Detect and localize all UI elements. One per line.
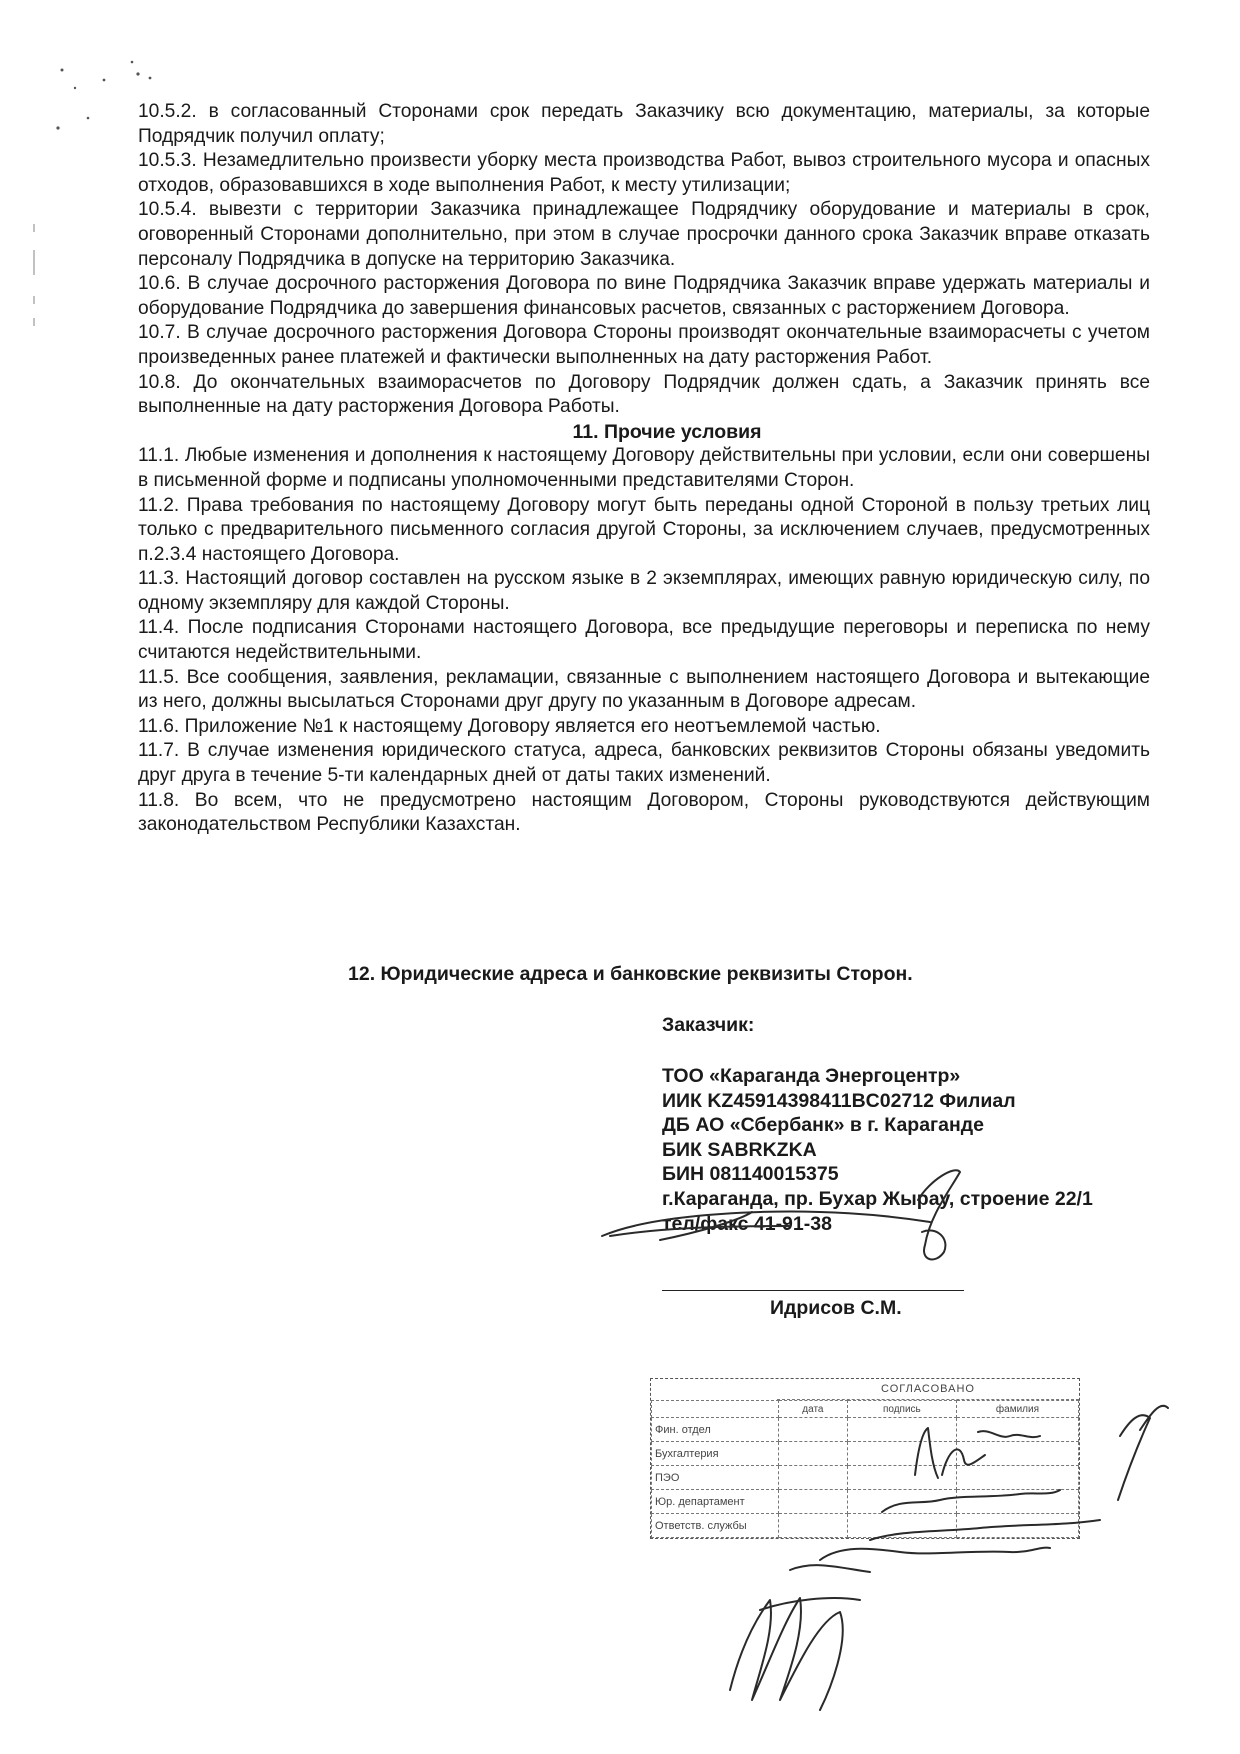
contract-body — [138, 100, 1150, 838]
approval-row — [652, 1514, 1079, 1538]
customer-bik: БИК SABRKZKA — [662, 1138, 817, 1161]
clause-11-7: 11.7. В случае изменения юридического статуса, адреса, банковских реквизитов Стороны обязаны уведомить друг друга в течение 5-ти календарных дней от даты таких изменений. — [138, 740, 1150, 787]
approval-role: Бухгалтерия — [652, 1442, 779, 1466]
clause-11-3: 11.3. Настоящий договор составлен на русском языке в 2 экземплярах, имеющих равную юридическую силу, по одному экземпляру для каждой Стороны. — [138, 568, 1150, 614]
approval-role: Юр. департамент — [652, 1490, 779, 1514]
clause-11-8: 11.8. Во всем, что не предусмотрено настоящим Договором, Стороны руководствуются действующим законодательством Республики Казахстан. — [138, 789, 1150, 836]
bottom-signature — [730, 1598, 843, 1710]
approval-col-surname: фамилия — [956, 1401, 1078, 1418]
clause-10-5-4: 10.5.4. вывезти с территории Заказчика принадлежащее Подрядчику оборудование и материалы в срок, оговоренный Сторонами дополнительно, при этом в случае просрочки данного срока Заказчик вправе отказать персоналу Подрядчика в допуске на территорию Заказчика. — [138, 199, 1150, 270]
customer-bin: БИН 081140015375 — [662, 1163, 839, 1186]
customer-label: Заказчик: — [662, 1014, 755, 1036]
clause-11-1: 11.1. Любые изменения и дополнения к настоящему Договору действительны при условии, если они совершены в письменной форме и подписаны уполномоченными представителями Сторон. — [138, 445, 1150, 491]
approval-table — [651, 1400, 1079, 1538]
clause-10-6: 10.6. В случае досрочного расторжения Договора по вине Подрядчика Заказчик вправе удержать материалы и оборудование Подрядчика до завершения финансовых расчетов, связанных с расторжением Договора. — [138, 273, 1150, 319]
section-11-title: 11. Прочие условия — [572, 420, 762, 443]
clause-10-5-2: 10.5.2. в согласованный Сторонами срок передать Заказчику всю документацию, материалы, за которые Подрядчик получил оплату; — [138, 101, 1150, 147]
approval-role: Фин. отдел — [652, 1418, 779, 1442]
approval-initials — [1118, 1406, 1168, 1500]
customer-requisites — [662, 1064, 1093, 1236]
approval-col-date: дата — [779, 1401, 848, 1418]
approval-header-blank — [652, 1401, 779, 1418]
clause-11-2: 11.2. Права требования по настоящему Договору могут быть переданы одной Стороной в пользу третьих лиц только с предварительного письменного согласия другой Стороны, за исключением случаев, предусмотренных п.2.3.4 настоящего Договора. — [138, 494, 1150, 565]
approval-row — [652, 1466, 1079, 1490]
clause-10-5-3: 10.5.3. Незамедлительно произвести уборку места производства Работ, вывоз строительного мусора и опасных отходов, образовавшихся в ходе выполнения Работ, к месту утилизации; — [138, 150, 1150, 196]
customer-address: г.Караганда, пр. Бухар Жырау, строение 22/1 — [662, 1187, 1093, 1210]
customer-iik: ИИК KZ45914398411BC02712 Филиал — [662, 1089, 1016, 1112]
approval-header-row — [652, 1401, 1079, 1418]
clause-11-4: 11.4. После подписания Сторонами настоящего Договора, все предыдущие переговоры и переписка по нему считаются недействительными. — [138, 617, 1150, 664]
approval-role: ПЭО — [652, 1466, 779, 1490]
approval-role: Ответств. службы — [652, 1514, 779, 1538]
approval-title: СОГЛАСОВАНО — [777, 1379, 1079, 1400]
section-12-title: 12. Юридические адреса и банковские реквизиты Сторон. — [348, 963, 913, 985]
approval-stamp — [650, 1378, 1080, 1539]
signatory-name: Идрисов С.М. — [770, 1297, 902, 1319]
approval-row — [652, 1418, 1079, 1442]
approval-col-signature: подпись — [847, 1401, 956, 1418]
signature-line — [662, 1290, 964, 1291]
clause-11-5: 11.5. Все сообщения, заявления, рекламации, связанные с выполнением настоящего Договора и вытекающие из него, должны высылаться Сторонами друг другу по указанным в Договоре адресам. — [138, 666, 1150, 713]
customer-bank: ДБ АО «Сбербанк» в г. Караганде — [662, 1114, 985, 1137]
customer-phone: тел/факс 41-91-38 — [662, 1212, 832, 1235]
clause-10-8: 10.8. До окончательных взаиморасчетов по Договору Подрядчик должен сдать, а Заказчик принять все выполненные на дату расторжения Договора Работы. — [138, 371, 1150, 418]
approval-row — [652, 1442, 1079, 1466]
approval-row — [652, 1490, 1079, 1514]
customer-company: ТОО «Караганда Энергоцентр» — [662, 1065, 961, 1087]
approval-signature-5 — [820, 1548, 1050, 1560]
clause-11-6: 11.6. Приложение №1 к настоящему Договору является его неотъемлемой частью. — [138, 715, 881, 737]
clause-10-7: 10.7. В случае досрочного расторжения Договора Стороны производят окончательные взаиморасчеты с учетом произведенных ранее платежей и фактически выполненных на дату расторжения Работ. — [138, 322, 1150, 368]
